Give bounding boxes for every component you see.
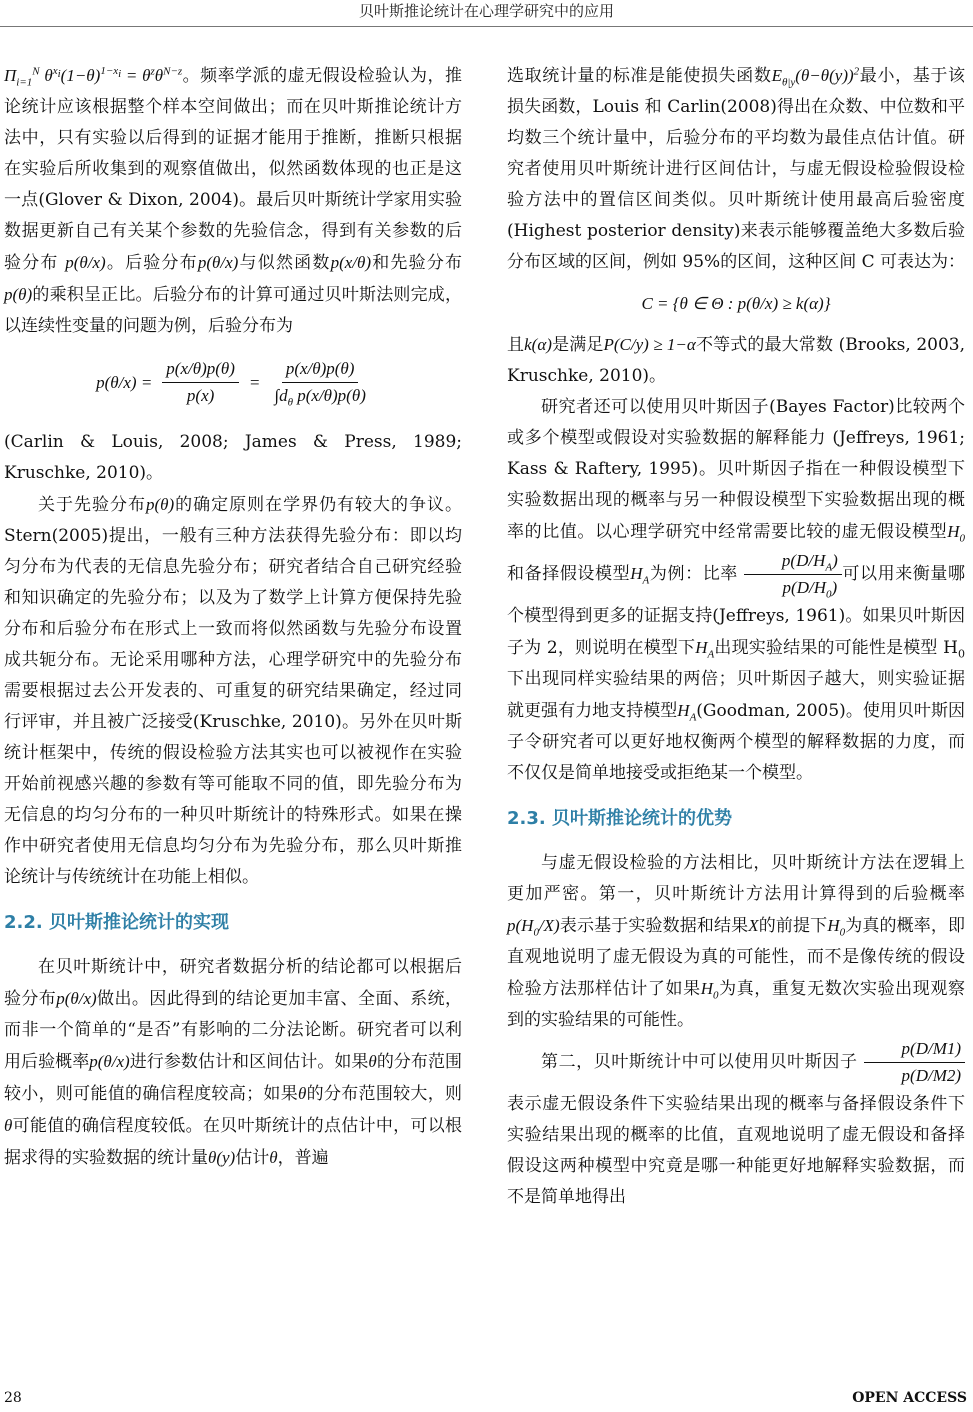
left-column xyxy=(4,60,462,1174)
paragraph-implementation: 在贝叶斯统计中，研究者数据分析的结论都可以根据后验分布p(θ/x)做出。因此得到的结论更加丰富、全面、系统，而非一个简单的“是否”有影响的二分法论断。研究者可以利用后验概率p(θ/x)进行参数估计和区间估计。如果θ的分布范围较小，则可能值的确信程度较高；如果θ的分布范围较大，则θ可能值的确信程度较低。在贝叶斯统计的点估计中，可以根据求得的实验数据的统计量θ(y)估计θ，普遍 xyxy=(4,957,463,1168)
page-number: 28 xyxy=(4,1390,22,1406)
paragraph-prior: 关于先验分布p(θ)的确定原则在学界仍有较大的争议。Stern(2005)提出，一般有三种方法获得先验分布：即以均匀分布为代表的无信息先验分布；研究者结合自己研究经验和知识确定的先验分布；以及为了数学上计算方便保持先验分布和后验分布在形式上一致而将似然函数与先验分布设置成共轭分布。无论采用哪种方法，心理学研究中的先验分布需要根据过去公开发表的、可重复的研究结果确定，经过同行评审，并且被广泛接受(Kruschke, 2010)。另外在贝叶斯统计框架中，传统的假设检验方法其实也可以被视作在实验开始前视感兴趣的参数有等可能取不同的值，即先验分布为无信息的均匀分布的一种贝叶斯统计的特殊形式。如果在操作中研究者使用无信息均匀分布为先验分布，那么贝叶斯推论统计与传统统计在功能上相似。 xyxy=(4,495,463,887)
section-heading-2-3: 2.3. 贝叶斯推论统计的优势 xyxy=(507,808,732,829)
paragraph-advantage-2: 第二，贝叶斯统计中可以使用贝叶斯因子 $\frac{p(D/M1)}{p(D/M2)}$ 表示虚无假设条件下实验结果出现的概率与备择假设条件下实验结果出现的概率的比值，直观地说明了虚无假设和备择假设这两种模型中究竟是哪一种能更好地解释实验数据，而不是简单地得出 xyxy=(507,1036,965,1213)
open-access-label: OPEN ACCESS xyxy=(852,1390,967,1406)
right-column xyxy=(507,60,965,1213)
paragraph-likelihood: $\Pi_{i=1}^N$ $\theta^{x_i}(1-\theta)^{1-x_i} = \theta^z\theta^{N-z}$。频率学派的虚无假设检验认为，推论统计应该根据整个样本空间做出；而在贝叶斯推论统计方法中，只有实验以后得到的证据才能用于推断，推断只根据在实验后所收集到的观察值做出，似然函数体现的也正是这一点(Glover & Dixon, 2004)。最后贝叶斯统计学家用实验数据更新自己有关某个参数的先验信念，得到有关参数的后验分布 p(θ/x)。后验分布p(θ/x)与似然函数p(x/θ)和先验分布p(θ)的乘积呈正比。后验分布的计算可通过贝叶斯法则完成，以连续性变量的问题为例，后验分布为 xyxy=(4,65,463,336)
credible-interval-equation: C = {θ ∈ Θ : p(θ/x) ≥ k(α)} xyxy=(641,294,831,313)
likelihood-equation: $\Pi_{i=1}^N$ $\theta^{x_i}(1-\theta)^{1-x_i} = \theta^z\theta^{N-z}$ xyxy=(4,65,183,89)
header-rule xyxy=(0,26,973,27)
paragraph-advantage-1: 与虚无假设检验的方法相比，贝叶斯统计方法在逻辑上更加严密。第一，贝叶斯统计方法用计算得到的后验概率$p(H_0/X)$表示基于实验数据和结果X的前提下$H_0$为真的概率，即直观地说明了虚无假设为真的可能性，而不是像传统的假设检验方法那样估计了如果$H_0$为真，重复无数次实验出现观察到的实验结果的可能性。 xyxy=(507,853,966,1030)
bayes-factor-model-ratio: $\frac{p(D/M1)}{p(D/M2)}$ xyxy=(864,1036,965,1089)
running-head: 贝叶斯推论统计在心理学研究中的应用 xyxy=(358,2,614,20)
section-heading-2-2: 2.2. 贝叶斯推论统计的实现 xyxy=(4,912,229,933)
paragraph-bayes-factor: 研究者还可以使用贝叶斯因子(Bayes Factor)比较两个或多个模型或假设对实验数据的解释能力 (Jeffreys, 1961; Kass & Raftery, 1995)。贝叶斯因子指在一种假设模型下实验数据出现的概率与另一种假设模型下实验数据出现的概率的比值。以心理学研究中经常需要比较的虚无假设模型$H_0$和备择假设模型$H_A$为例：比率 $\frac{p(D/H_A)}{p(D/H_0)}$ 可以用来衡量哪个模型得到更多的证据支持(Jeffreys, 1961)。如果贝叶斯因子为 2，则说明在模型下$H_A$出现实验结果的可能性是模型 $H_0$下出现同样实验结果的两倍；贝叶斯因子越大，则实验证据就更强有力地支持模型$H_A(Goodman$, 2005)。使用贝叶斯因子令研究者可以更好地权衡两个模型的解释数据的力度，而不仅仅是简单地接受或拒绝某一个模型。 xyxy=(507,397,966,783)
bayes-factor-ratio: $\frac{p(D/H_A)}{p(D/H_0)}$ xyxy=(744,548,842,601)
paragraph-loss-function: 选取统计量的标准是能使损失函数$E_{\theta|y}(\theta-\theta(y))^2$最小，基于该损失函数，Louis 和 Carlin(2008)得出在众数、中位数和平均数三个统计量中，后验分布的平均数为最佳点估计值。研究者使用贝叶斯统计进行区间估计，与虚无假设检验假设检验方法中的置信区间类似。贝叶斯统计使用最高后验密度(Highest posterior density)来表示能够覆盖绝大多数后验分布区域的区间，例如 95%的区间，这种区间 C 可表达为： xyxy=(507,65,966,272)
citation-bayes-rule: (Carlin & Louis, 2008; James & Press, 1989; Kruschke, 2010)。 xyxy=(4,432,462,483)
bayes-rule-equation: p(θ/x) = $\frac{p(x/\theta)p(\theta)}{p(x)}$ = $\frac{p(x/\theta)p(\theta)}{\int d_\theta p(x/\theta)p(\theta)}$ xyxy=(4,356,462,409)
paragraph-interval-constant: 且k(α)是满足P(C/y) ≥ 1−α不等式的最大常数 (Brooks, 2003, Kruschke, 2010)。 xyxy=(507,335,965,386)
